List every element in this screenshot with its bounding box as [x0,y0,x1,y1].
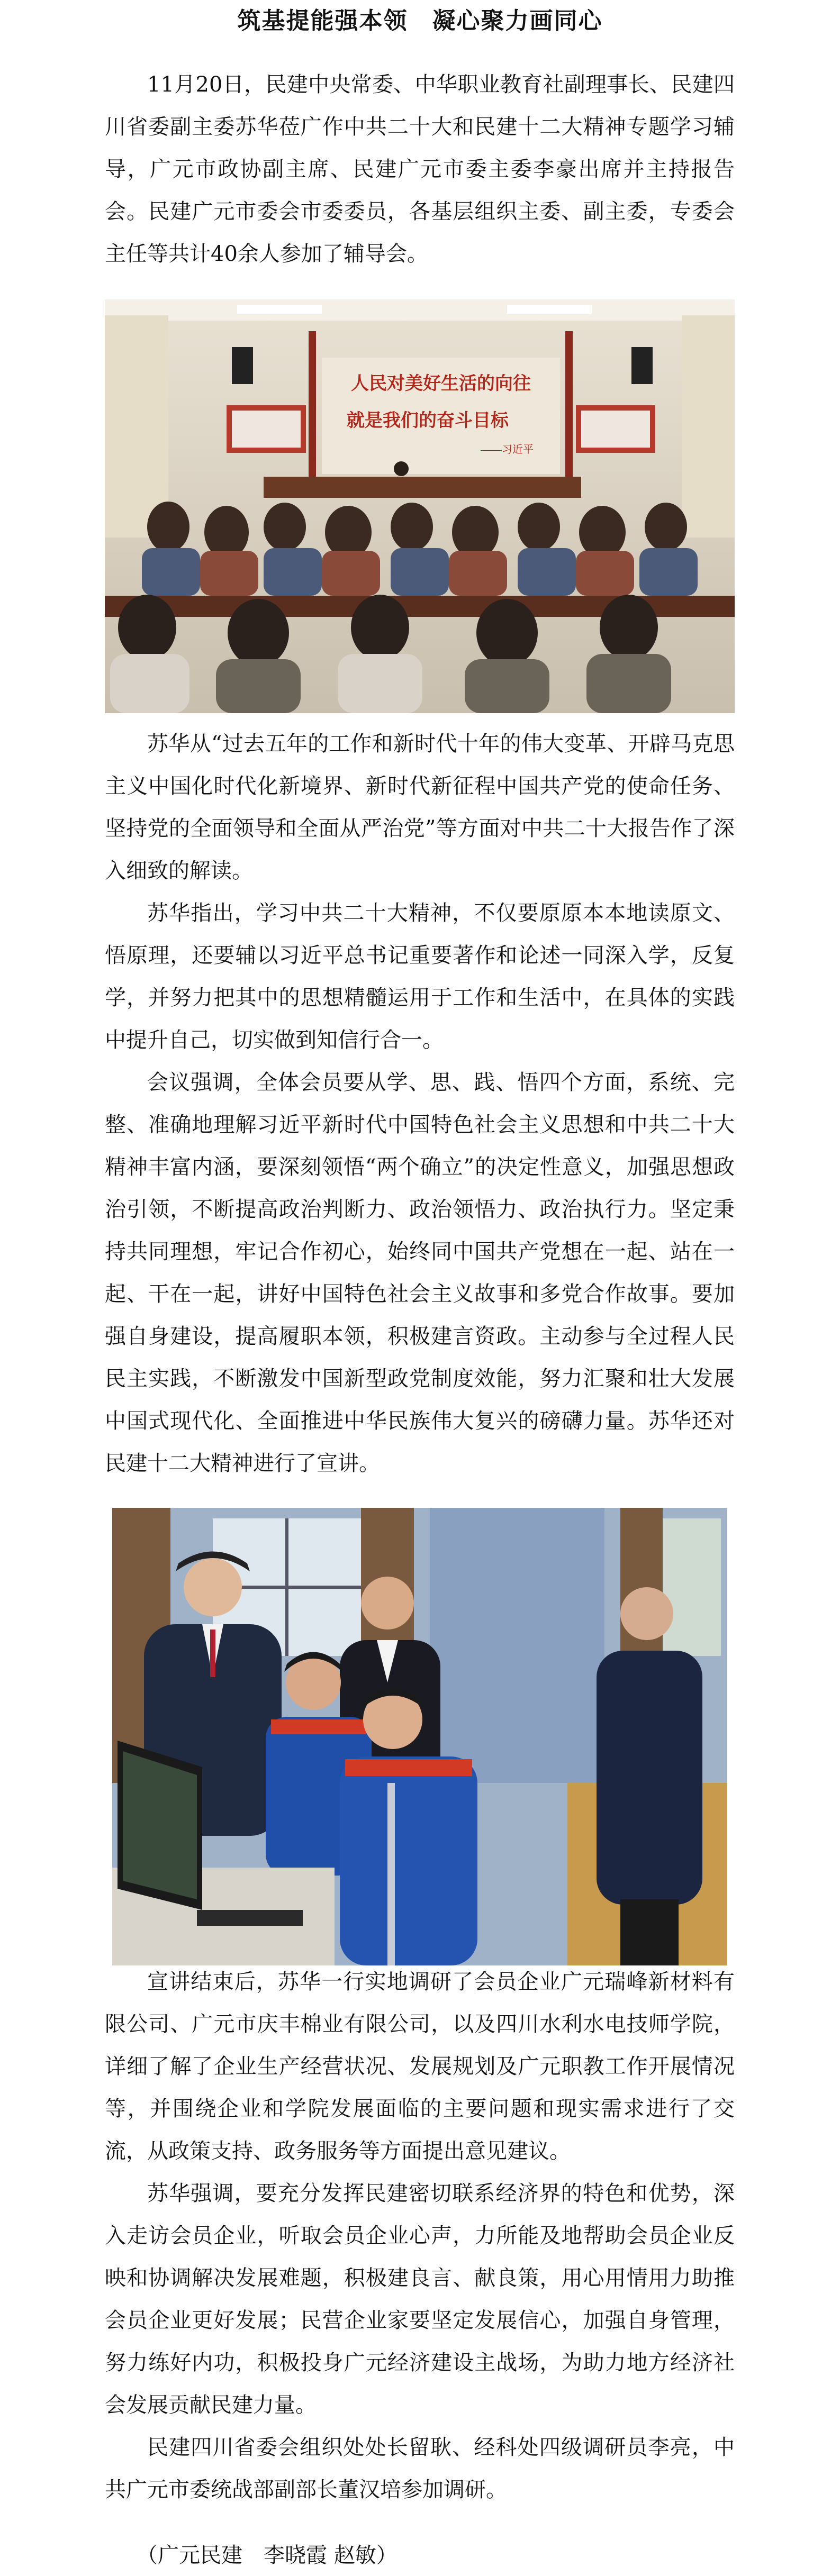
banner-signature: ——习近平 [481,444,534,456]
research-visit-photo-drawing [112,1508,727,1965]
article-title: 筑基提能强本领 凝心聚力画同心 [237,7,603,34]
paragraph-meeting-emphasis: 会议强调，全体会员要从学、思、践、悟四个方面，系统、完整、准确地理解习近平新时代中国特色社会主义思想和中共二十大精神丰富内涵，要深刻领悟“两个确立”的决定性意义，加强思想政治引领，不断提高政治判断力、政治领悟力、政治执行力。坚定秉持共同理想，牢记合作初心，始终同中国共产党想在一起、站在一起、干在一起，讲好中国特色社会主义故事和多党合作故事。要加强自身建设，提高履职本领，积极建言资政。主动参与全过程人民民主实践，不断激发中国新型政党制度效能，努力汇聚和壮大发展中国式现代化、全面推进中华民族伟大复兴的磅礴力量。苏华还对民建十二大精神进行了宣讲。 [105,1070,735,1476]
meeting-photo [105,299,735,713]
banner-line-2: 就是我们的奋斗目标 [347,411,509,431]
paragraph-intro: 11月20日，民建中央常委、中华职业教育社副理事长、民建四川省委副主委苏华莅广作中共二十大和民建十二大精神专题学习辅导，广元市政协副主席、民建广元市委主委李豪出席并主持报告会。民建广元市委会市委委员，各基层组织主委、副主委，专委会主任等共计40余人参加了辅导会。 [105,72,735,266]
research-visit-photo [112,1508,727,1965]
paragraph-attendees: 民建四川省委会组织处处长留耿、经科处四级调研员李亮，中共广元市委统战部副部长董汉培参加调研。 [105,2435,735,2502]
meeting-photo-drawing [105,299,735,713]
article-byline: （广元民建 李晓霞 赵敏） [137,2543,398,2568]
banner-line-1: 人民对美好生活的向往 [351,374,531,394]
paragraph-su-hua-emphasis: 苏华强调，要充分发挥民建密切联系经济界的特色和优势，深入走访会员企业，听取会员企业心声，力所能及地帮助会员企业反映和协调解决发展难题，积极建良言、献良策，用心用情用力助推会员企业更好发展；民营企业家要坚定发展信心，加强自身管理，努力练好内功，积极投身广元经济建设主战场，为助力地方经济社会发展贡献民建力量。 [105,2181,735,2417]
paragraph-study-guidance: 苏华指出，学习中共二十大精神，不仅要原原本本地读原文、悟原理，还要辅以习近平总书记重要著作和论述一同深入学，反复学，并努力把其中的思想精髓运用于工作和生活中，在具体的实践中提升自己，切实做到知信行合一。 [105,901,735,1052]
paragraph-report-summary: 苏华从“过去五年的工作和新时代十年的伟大变革、开辟马克思主义中国化时代化新境界、新时代新征程中国共产党的使命任务、坚持党的全面领导和全面从严治党”等方面对中共二十大报告作了深入细致的解读。 [105,732,735,883]
paragraph-field-research: 宣讲结束后，苏华一行实地调研了会员企业广元瑞峰新材料有限公司、广元市庆丰棉业有限公司，以及四川水利水电技师学院，详细了解了企业生产经营状况、发展规划及广元职教工作开展情况等，并围绕企业和学院发展面临的主要问题和现实需求进行了交流，从政策支持、政务服务等方面提出意见建议。 [105,1970,735,2163]
